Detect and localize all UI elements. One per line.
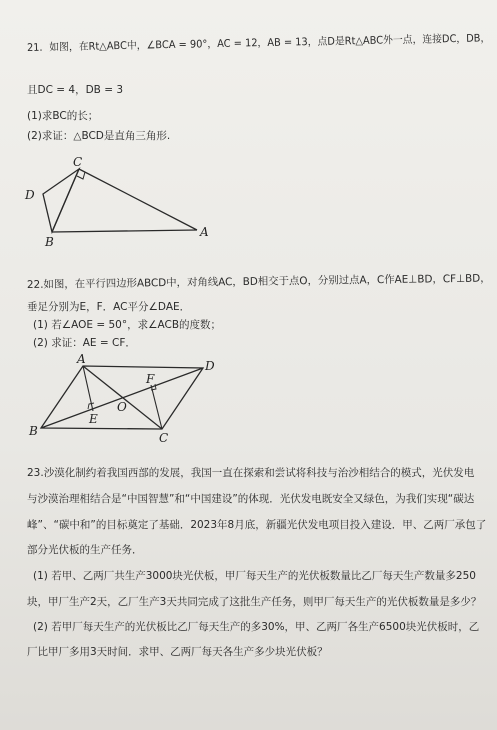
q22-label-F: F — [146, 372, 155, 386]
q22-label-C: C — [159, 431, 169, 445]
q23-para-line3: 峰”、“碳中和”的目标奠定了基础．2023年8月底，新疆光伏发电项目投入建设．甲、乙两厂承包了 — [27, 519, 487, 531]
q23-part2-line1: (2) 若甲厂每天生产的光伏板比乙厂每天生产的多30%，甲、乙两厂各生产6500块光伏板时，乙 — [33, 621, 480, 633]
q21-label-C: C — [73, 155, 83, 169]
q21-part1: (1)求BC的长； — [27, 110, 99, 122]
q22-part1: (1) 若∠AOE = 50°，求∠ACB的度数； — [33, 319, 222, 331]
q21-label-B: B — [45, 235, 54, 249]
q22-label-D: D — [205, 359, 215, 373]
q22-stem-line2: 垂足分别为E，F．AC平分∠DAE． — [27, 301, 191, 313]
q21-label-D: D — [25, 188, 35, 202]
q21-stem-line2: 且DC = 4，DB = 3 — [27, 84, 124, 96]
q22-label-E: E — [89, 412, 98, 426]
q22-label-O: O — [117, 400, 127, 414]
q21-part2: (2)求证：△BCD是直角三角形. — [27, 130, 171, 142]
q21-label-A: A — [200, 225, 209, 239]
q21-figure — [20, 152, 220, 252]
q23-part1-line1: (1) 若甲、乙两厂共生产3000块光伏板，甲厂每天生产的光伏板数量比乙厂每天生产数量多250 — [33, 570, 476, 582]
q22-label-A: A — [77, 352, 86, 366]
q22-part2: (2) 求证：AE = CF． — [33, 337, 136, 349]
q22-label-B: B — [29, 424, 38, 438]
q23-para-line1: 23.沙漠化制约着我国西部的发展，我国一直在探索和尝试将科技与治沙相结合的模式，光伏发电 — [27, 467, 475, 479]
q22-stem-line1: 22.如图，在平行四边形ABCD中，对角线AC，BD相交于点O，分别过点A，C作AE⊥BD，CF⊥BD， — [26, 272, 491, 291]
q21-stem-line1: 21．如图，在Rt△ABC中，∠BCA = 90°，AC = 12，AB = 13，点D是Rt△ABC外一点，连接DC，DB， — [26, 32, 491, 54]
q23-para-line4: 部分光伏板的生产任务． — [27, 544, 143, 556]
q23-para-line2: 与沙漠治理相结合是“中国智慧”和“中国建设”的体现．光伏发电既安全又绿色，为我们实现“碳达 — [27, 493, 475, 505]
q22-figure — [25, 352, 230, 447]
q23-part2-line2: 厂比甲厂多用3天时间．求甲、乙两厂每天各生产多少块光伏板？ — [27, 646, 328, 658]
q23-part1-line2: 块，甲厂生产2天，乙厂生产3天共同完成了这批生产任务，则甲厂每天生产的光伏板数量是多少？ — [27, 596, 482, 608]
